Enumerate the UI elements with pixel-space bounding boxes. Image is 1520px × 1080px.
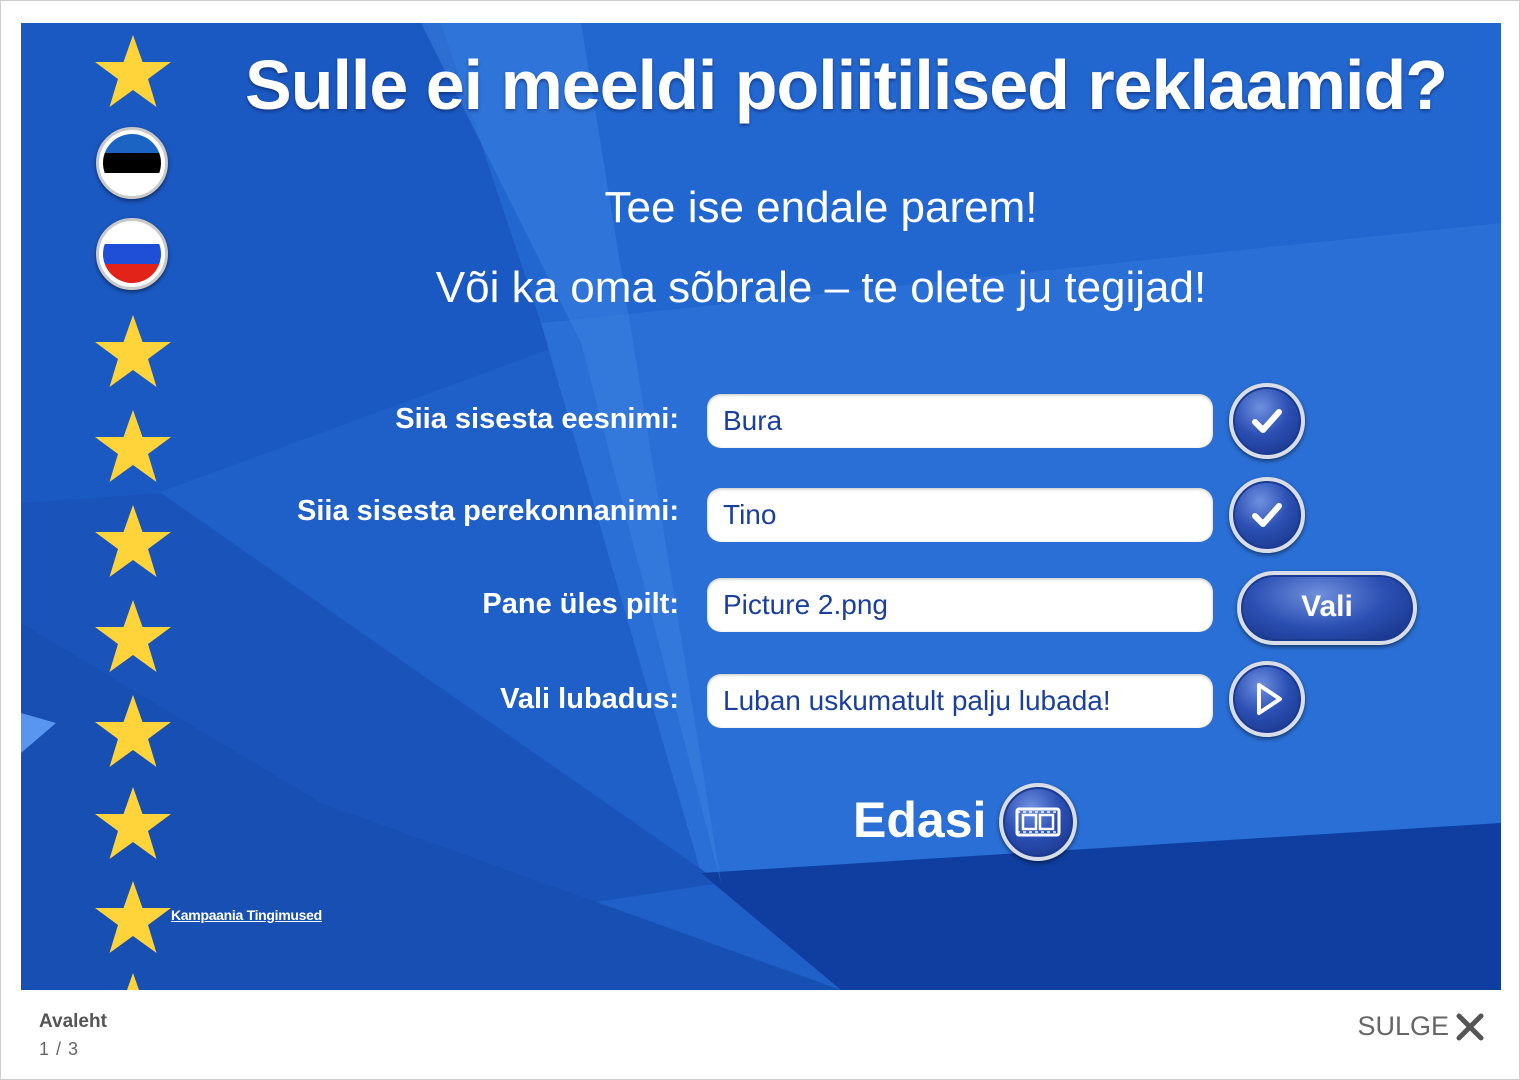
- russian-flag-icon: [103, 225, 161, 283]
- next-label[interactable]: Edasi: [853, 792, 987, 848]
- picture-upload-label: Pane üles pilt:: [482, 588, 679, 620]
- star-icon: [93, 408, 173, 488]
- checkmark-icon: [1247, 401, 1287, 441]
- gallery-title: Avaleht: [39, 1011, 107, 1032]
- promise-label: Vali lubadus:: [500, 683, 679, 715]
- close-button[interactable]: [1357, 1011, 1485, 1042]
- campaign-terms-link[interactable]: Kampaania Tingimused: [171, 907, 322, 923]
- picture-filename-field[interactable]: [707, 578, 1213, 632]
- close-icon: [1455, 1012, 1485, 1042]
- next-promise-button[interactable]: [1229, 661, 1305, 737]
- last-name-field[interactable]: [707, 488, 1213, 542]
- flag-band-white: [103, 225, 161, 244]
- footer-info: [39, 1011, 107, 1060]
- star-icon: [93, 313, 173, 393]
- star-icon: [93, 879, 173, 959]
- flag-band-white: [103, 173, 161, 192]
- film-strip-icon: [1014, 804, 1062, 840]
- promise-field[interactable]: [707, 674, 1213, 728]
- checkmark-icon: [1247, 495, 1287, 535]
- play-arrow-icon: [1247, 679, 1287, 719]
- subtitle-line-2: Või ka oma sõbrale – te olete ju tegijad!: [435, 263, 1207, 312]
- page-title: Sulle ei meeldi poliitilised reklaamid?: [245, 46, 1447, 124]
- confirm-last-name-button[interactable]: [1229, 477, 1305, 553]
- close-label: SULGE: [1357, 1011, 1449, 1041]
- choose-picture-button[interactable]: Vali: [1237, 571, 1417, 645]
- flag-band-blue: [103, 244, 161, 263]
- estonian-language-button[interactable]: [96, 127, 168, 199]
- page-counter: 1 / 3: [39, 1039, 80, 1059]
- star-icon: [93, 503, 173, 583]
- first-name-label: Siia sisesta eesnimi:: [395, 403, 679, 435]
- flag-band-black: [103, 153, 161, 172]
- star-icon: [93, 598, 173, 678]
- next-video-button[interactable]: [999, 783, 1077, 861]
- star-icon: [93, 693, 173, 773]
- last-name-label: Siia sisesta perekonnanimi:: [297, 495, 679, 527]
- star-icon: [93, 785, 173, 865]
- first-name-field[interactable]: [707, 394, 1213, 448]
- subtitle-line-1: Tee ise endale parem!: [604, 183, 1038, 232]
- star-icon: [93, 971, 173, 990]
- estonian-flag-icon: [103, 134, 161, 192]
- confirm-first-name-button[interactable]: [1229, 383, 1305, 459]
- star-icon: [93, 33, 173, 113]
- flag-band-red: [103, 264, 161, 283]
- russian-language-button[interactable]: [96, 218, 168, 290]
- campaign-stage: [21, 23, 1501, 990]
- flag-band-blue: [103, 134, 161, 153]
